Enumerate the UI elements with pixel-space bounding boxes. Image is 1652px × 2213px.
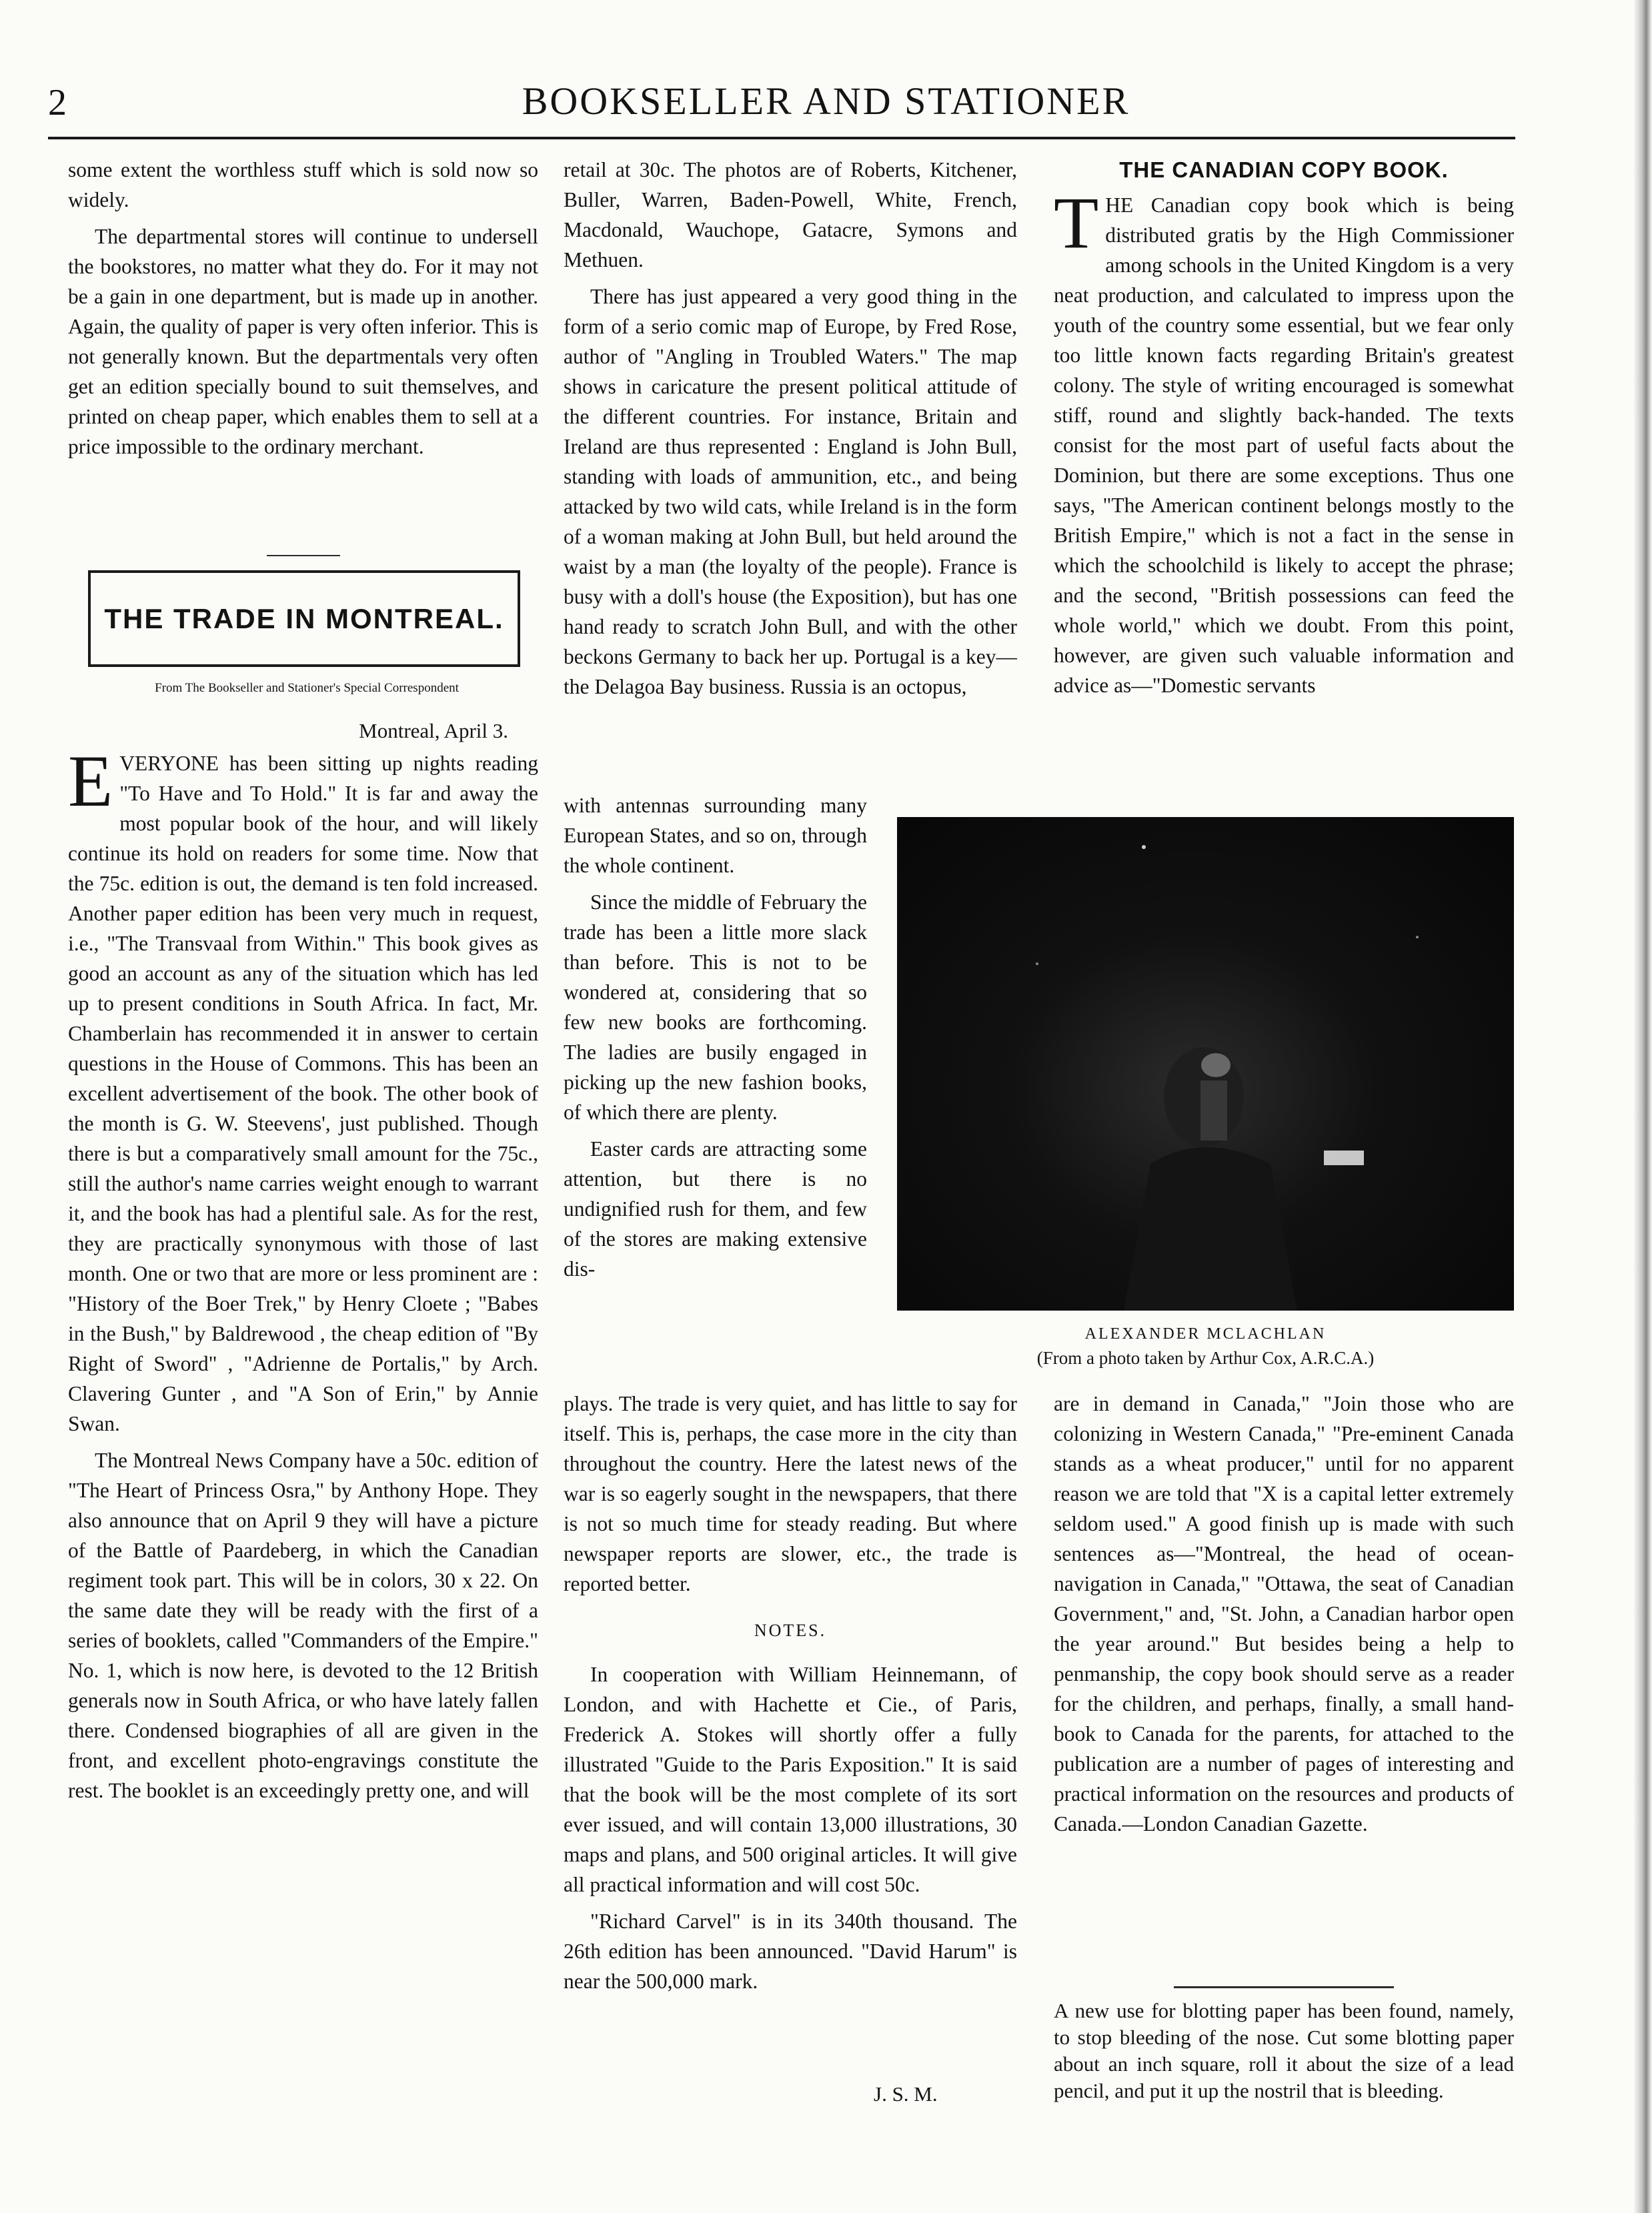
paragraph: are in demand in Canada," "Join those who are colonizing in Western Canada," "Pre-eminent Canada stands as a wheat producer," until for no apparent reason we are told that "X is a capital letter extremely seldom used." A good finish up is made with such sentences as—"Montreal, the head of ocean-navigation in Canada," "Ottawa, the seat of Canadian Government," and, "St. John, a Canadian harbor open the year around." But besides being a help to penmanship, the copy book should serve as a reader for the children, and perhaps, finally, a small hand-book to Canada for the parents, for attached to the publication are a number of pages of interesting and practical information on the resources and products of Canada.—London Canadian Gazette. [1054,1392,1514,1835]
column-3-top [1054,190,1514,787]
divider [1174,1986,1394,1988]
column-2-narrow [564,790,867,1371]
dateline: Montreal, April 3. [359,719,508,742]
paragraph: There has just appeared a very good thing in the form of a serio comic map of Europe, by Fred Rose, author of "Angling in Troubled Waters." The map shows in caricature the present political attitude of the different countries. For instance, Britain and Ireland are thus represented : England is John Bull, standing with loads of ammunition, etc., and being attacked by two wild cats, while Ireland is in the form of a woman making at John Bull, but held around the waist by a man (the loyalty of the people). France is busy with a doll's house (the Exposition), but has one hand ready to scratch John Bull, and with the other beckons Germany to back her up. Portugal is a key—the Delagoa Bay business. Russia is an octopus, [564,285,1017,698]
column-3-bottom [1054,1389,1514,1972]
signature: J. S. M. [874,2082,938,2106]
page-edge [1633,0,1652,2213]
paragraph: Easter cards are attracting some attention, but there is no undignified rush for them, and few of the stores are making extensive dis- [564,1137,867,1281]
paragraph: "Richard Carvel" is in its 340th thousand. The 26th edition has been announced. "David Harum" is near the 500,000 mark. [564,1910,1017,1993]
column-1-article [68,748,538,2152]
paragraph: plays. The trade is very quiet, and has little to say for itself. This is, perhaps, the case more in the city than throughout the country. Here the latest news of the war is so eagerly sought in the newspapers, that there is not so much time for steady reading. But where newspaper reports are slower, etc., the trade is reported better. [564,1392,1017,1595]
page-title: BOOKSELLER AND STATIONER [522,79,1130,123]
portrait-photo [897,817,1514,1311]
divider [267,555,340,556]
column-2-top [564,155,1017,788]
paragraph: The departmental stores will continue to undersell the bookstores, no matter what they do. For it may not be a gain in one department, but is made up in another. Again, the quality of paper is very often inferior. This is not generally known. But the departmentals very often get an edition specially bound to suit themselves, and printed on cheap paper, which enables them to sell at a price impossible to the ordinary merchant. [68,225,538,458]
paragraph: retail at 30c. The photos are of Roberts, Kitchener, Buller, Warren, Baden-Powell, White, French, Macdonald, Wauchope, Gatacre, Symons and Methuen. [564,158,1017,271]
column-1-top [68,155,538,542]
paragraph: some extent the worthless stuff which is sold now so widely. [68,158,538,211]
paragraph: The Montreal News Company have a 50c. edition of "The Heart of Princess Osra," by Anthony Hope. They also announce that on April 9 they will have a picture of the Battle of Paardeberg, in which the Canadian regiment took part. This will be in colors, 30 x 22. On the same date they will be ready with the first of a series of booklets, called "Commanders of the Empire." No. 1, which is now here, is devoted to the 12 British generals now in South Africa, or who have lately fallen there. Condensed biographies of all are given in the front, and excellent photo-engravings constitute the rest. The booklet is an exceedingly pretty one, and will [68,1449,538,1802]
correspondent-credit: From The Bookseller and Stationer's Special Correspondent [155,681,459,695]
page-number: 2 [48,82,67,123]
photo-caption [897,1322,1514,1370]
header-rule [48,137,1515,139]
section-heading-montreal: THE TRADE IN MONTREAL. [88,570,520,667]
blotting-paper-note: A new use for blotting paper has been found, namely, to stop bleeding of the nose. Cut some blotting paper about an inch square, roll it about the size of a lead pencil, and put it up the nostril that is bleeding. [1054,1999,1514,2102]
section-heading-copy-book: THE CANADIAN COPY BOOK. [1119,157,1449,182]
paragraph: Since the middle of February the trade has been a little more slack than before. This is not to be wondered at, considering that so few new books are forthcoming. The ladies are busily engaged in picking up the new fashion books, of which there are plenty. [564,890,867,1124]
paragraph: with antennas surrounding many European States, and so on, through the whole continent. [564,794,867,877]
column-2-notes [564,1659,1017,2086]
caption-name: ALEXANDER MCLACHLAN [1084,1325,1327,1343]
paragraph: EVERYONE has been sitting up nights reading "To Have and To Hold." It is far and away the most popular book of the hour, and will likely continue its hold on readers for some time. Now that the 75c. edition is out, the demand is ten fold increased. Another paper edition has been very much in request, i.e., "The Transvaal from Within." This book gives as good an account as any of the situation which has led up to present conditions in South Africa. In fact, Mr. Chamberlain has recommended it in answer to certain questions in the House of Commons. This has been an excellent advertisement of the book. The other book of the month is G. W. Steevens', just published. Though there is but a comparatively small amount for the 75c., still the author's name carries weight enough to warrant it, and the book has had a plentiful sale. As for the rest, they are practically synonymous with those of last month. One or two that are more or less prominent are : "History of the Boer Trek," by Henry Cloete ; "Babes in the Bush," by Baldrewood , the cheap edition of "By Right of Sword" , "Adrienne de Portalis," by Arch. Clavering Gunter , and "A Son of Erin," by Annie Swan. [68,748,538,1435]
paragraph: THE Canadian copy book which is being distributed gratis by the High Commissioner among schools in the United Kingdom is a very neat production, and calculated to impress upon the youth of the country some essential, but we fear only too little known facts regarding Britain's greatest colony. The style of writing encouraged is somewhat stiff, round and slightly back-handed. The texts consist for the most part of useful facts about the Dominion, but there are some exceptions. Thus one says, "The American continent belongs mostly to the British Empire," which is not a fact in the sense in which the schoolchild is likely to accept the phrase; and the second, "British possessions can feed the whole world," which we doubt. From this point, however, are given such valuable information and advice as—"Domestic servants [1054,190,1514,697]
caption-credit: (From a photo taken by Arthur Cox, A.R.C.A.) [1036,1348,1375,1368]
column-2-bottom [564,1389,1017,1612]
portrait-figure [897,817,1514,1311]
paragraph: In cooperation with William Heinnemann, of London, and with Hachette et Cie., of Paris, Frederick A. Stokes will shortly offer a fully illustrated "Guide to the Paris Exposition." It is said that the book will be the most complete of its sort ever issued, and will contain 13,000 illustrations, 30 maps and plans, and 500 original articles. It will give all practical information and will cost 50c. [564,1663,1017,1896]
notes-heading: NOTES. [754,1621,827,1640]
